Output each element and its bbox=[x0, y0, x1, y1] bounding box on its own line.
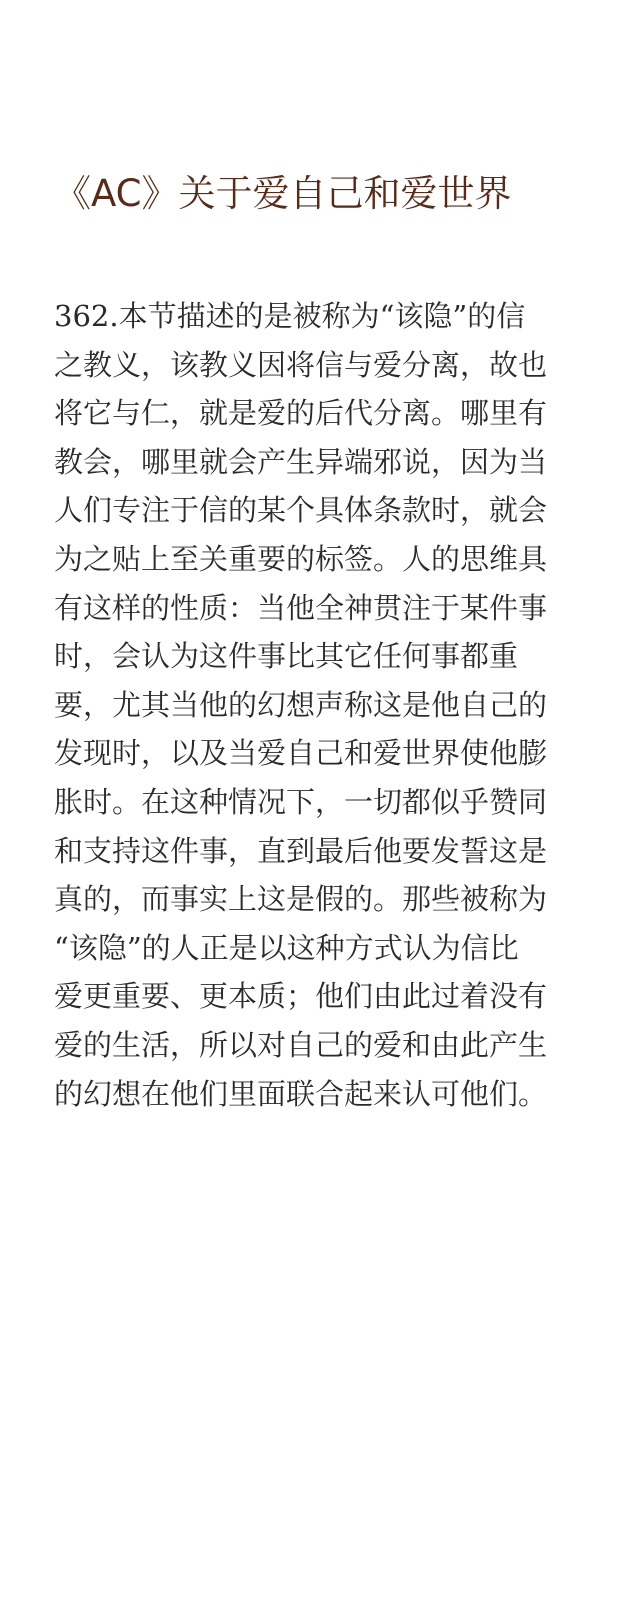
article-title: 《AC》关于爱自己和爱世界 bbox=[54, 172, 512, 215]
body-line: “该隐”的人正是以这种方式认为信比 bbox=[54, 930, 519, 965]
body-line: 要，尤其当他的幻想声称这是他自己的 bbox=[54, 687, 548, 722]
body-line: 有这样的性质：当他全神贯注于某件事 bbox=[54, 590, 548, 625]
body-line: 爱更重要、更本质；他们由此过着没有 bbox=[54, 979, 548, 1014]
body-line: 为之贴上至关重要的标签。人的思维具 bbox=[54, 541, 548, 576]
body-line: 时，会认为这件事比其它任何事都重 bbox=[54, 639, 519, 674]
body-line: 人们专注于信的某个具体条款时，就会 bbox=[54, 493, 548, 528]
body-line: 将它与仁，就是爱的后代分离。哪里有 bbox=[54, 396, 548, 431]
body-line: 爱的生活，所以对自己的爱和由此产生 bbox=[54, 1027, 548, 1062]
body-line: 胀时。在这种情况下，一切都似乎赞同 bbox=[54, 784, 548, 819]
body-line: 发现时，以及当爱自己和爱世界使他膨 bbox=[54, 736, 548, 771]
body-line: 和支持这件事，直到最后他要发誓这是 bbox=[54, 833, 548, 868]
body-line: 真的，而事实上这是假的。那些被称为 bbox=[54, 882, 548, 917]
body-line: 362.本节描述的是被称为“该隐”的信 bbox=[54, 299, 526, 333]
body-line: 的幻想在他们里面联合起来认可他们。 bbox=[54, 1076, 548, 1111]
article-body bbox=[54, 292, 594, 1118]
body-line: 之教义，该教义因将信与爱分离，故也 bbox=[54, 347, 548, 382]
body-line: 教会，哪里就会产生异端邪说，因为当 bbox=[54, 444, 548, 479]
